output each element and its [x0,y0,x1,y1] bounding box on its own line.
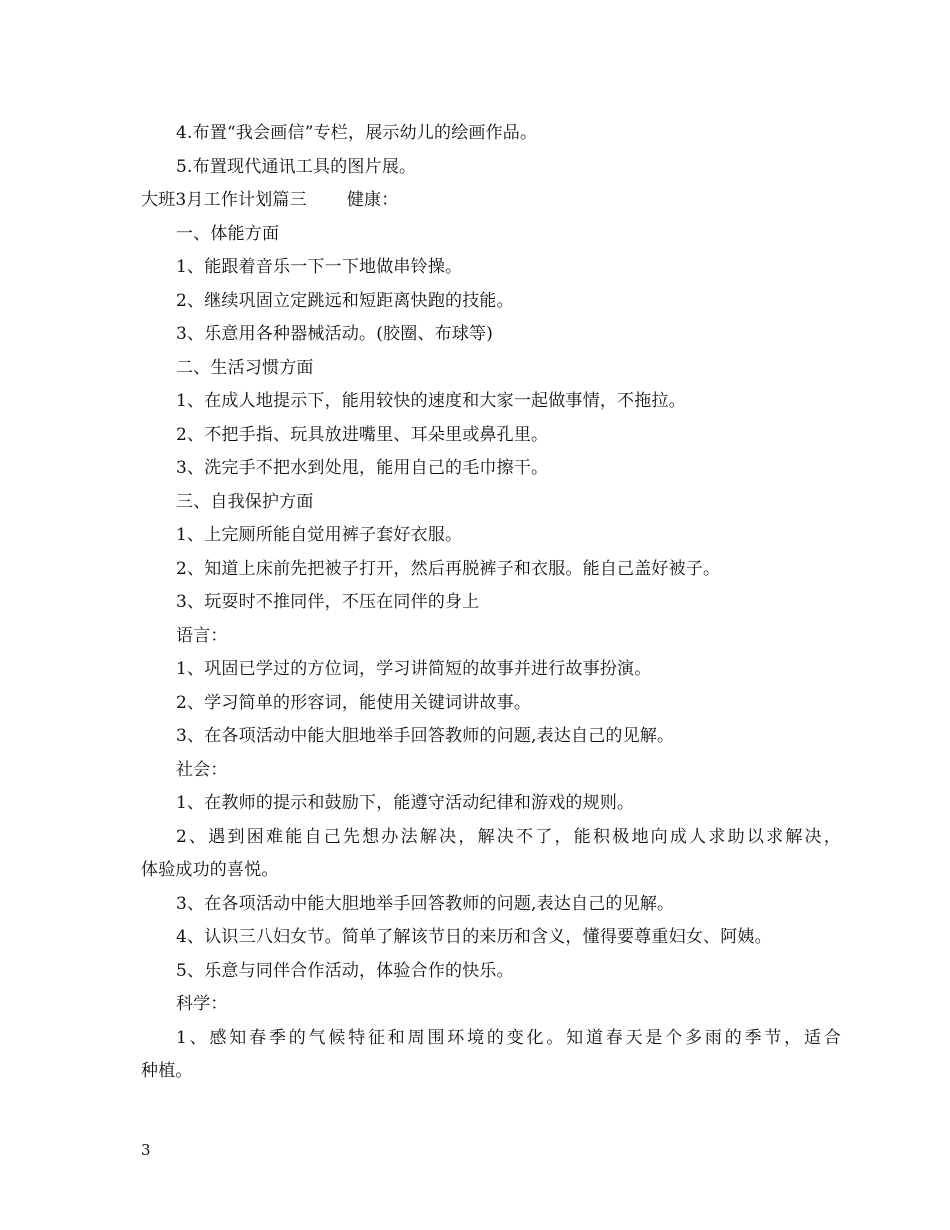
paragraph: 2、遇到困难能自己先想办法解决，解决不了，能积极地向成人求助以求解决， [176,826,841,847]
subheading: 二、生活习惯方面 [176,357,314,378]
paragraph: 4、认识三八妇女节。简单了解该节日的来历和含义，懂得要尊重妇女、阿姨。 [176,927,772,947]
paragraph: 1、能跟着音乐一下一下地做串铃操。 [176,257,463,277]
paragraph: 3、乐意用各种器械活动。(胶圈、布球等) [176,324,494,344]
section-title: 大班3月工作计划篇三 [141,190,307,210]
paragraph: 1、在教师的提示和鼓励下，能遵守活动纪律和游戏的规则。 [176,793,635,813]
paragraph: 1、上完厕所能自觉用裤子套好衣服。 [176,525,463,545]
subheading: 科学： [176,994,228,1014]
section-heading [141,184,841,218]
paragraph: 2、学习简单的形容词，能使用关键词讲故事。 [176,692,532,713]
paragraph: 4.布置“我会画信”专栏，展示幼儿的绘画作品。 [176,123,538,143]
paragraph: 1、感知春季的气候特征和周围环境的变化。知道春天是个多雨的季节，适合 [176,1027,841,1048]
subheading: 语言： [176,625,228,646]
paragraph: 3、在各项活动中能大胆地举手回答教师的问题,表达自己的见解。 [176,893,675,914]
paragraph: 2、不把手指、玩具放进嘴里、耳朵里或鼻孔里。 [176,424,549,445]
paragraph: 2、知道上床前先把被子打开，然后再脱裤子和衣服。能自己盖好被子。 [176,558,721,579]
body-text [141,117,841,1089]
paragraph: 2、继续巩固立定跳远和短距离快跑的技能。 [176,290,514,311]
paragraph: 3、在各项活动中能大胆地举手回答教师的问题,表达自己的见解。 [176,726,675,746]
paragraph: 1、在成人地提示下，能用较快的速度和大家一起做事情，不拖拉。 [176,391,686,411]
paragraph: 3、洗完手不把水到处甩，能用自己的毛巾擦干。 [176,458,549,478]
paragraph: 1、巩固已学过的方位词，学习讲简短的故事并进行故事扮演。 [176,659,652,679]
page-number: 3 [141,1141,151,1159]
paragraph: 5、乐意与同伴合作活动，体验合作的快乐。 [176,960,514,981]
paragraph-continuation: 种植。 [141,1061,193,1081]
paragraph: 3、玩耍时不推同伴，不压在同伴的身上 [176,592,480,612]
subheading: 一、体能方面 [176,223,280,244]
paragraph: 5.布置现代通讯工具的图片展。 [176,156,417,177]
subheading: 三、自我保护方面 [176,491,314,512]
subheading: 社会： [176,759,228,780]
section-subtitle: 健康： [346,190,399,210]
paragraph-continuation: 体验成功的喜悦。 [141,860,279,880]
